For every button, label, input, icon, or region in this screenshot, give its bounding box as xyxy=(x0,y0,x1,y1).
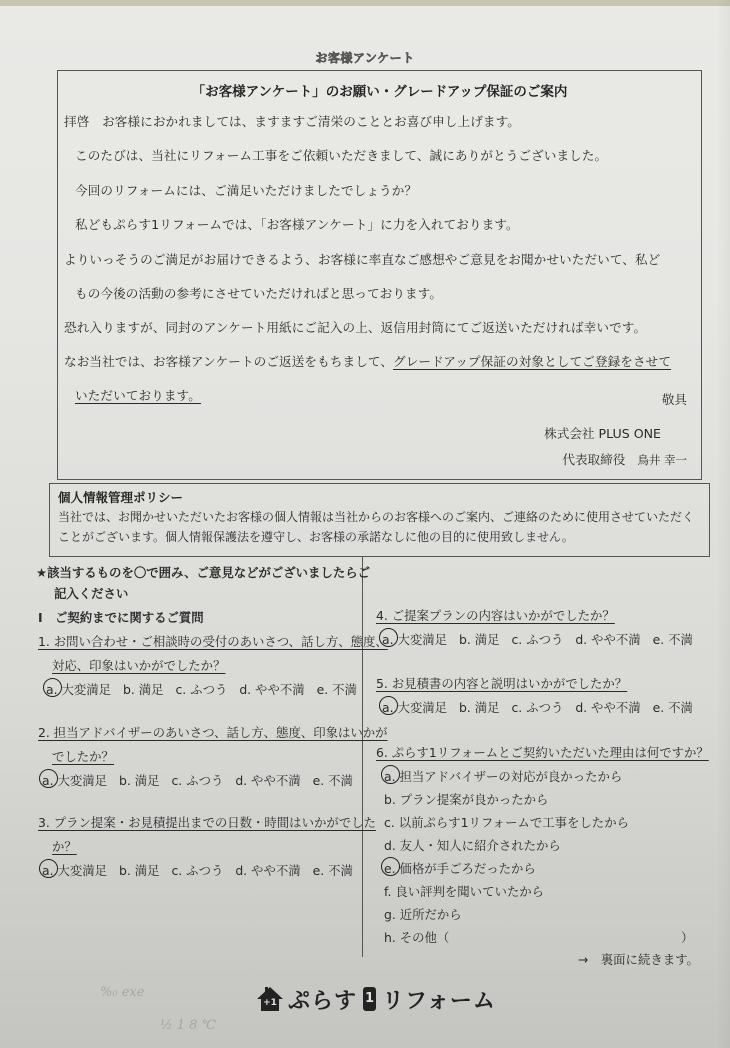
handwriting-bleed-1: %₀ exe xyxy=(100,985,145,1000)
question-3-options xyxy=(42,861,361,879)
q4-option-e[interactable]: e. 不満 xyxy=(652,632,693,647)
company-name: 株式会社 PLUS ONE xyxy=(544,426,661,441)
logo-brand-text: ぷらす xyxy=(288,988,358,1014)
q4-option-b[interactable]: b. 満足 xyxy=(459,632,500,647)
q3-option-d[interactable]: d. やや不満 xyxy=(235,863,301,878)
document-header-title: お客様アンケート xyxy=(315,51,415,65)
q3-option-e[interactable]: e. 不満 xyxy=(312,863,353,878)
q6-option-e-label: e. 価格が手ごろだったから xyxy=(384,861,536,876)
q2-option-b[interactable]: b. 満足 xyxy=(119,773,160,788)
q1-option-d[interactable]: d. やや不満 xyxy=(239,682,305,697)
continue-note: → 裏面に続きます。 xyxy=(578,952,699,967)
q5-option-e[interactable]: e. 不満 xyxy=(652,700,693,715)
q2-option-a-selected[interactable]: a. 大変満足 xyxy=(42,773,108,788)
q6-option-d[interactable]: d. 友人・知人に紹介されたから xyxy=(384,838,561,853)
q6-option-e[interactable] xyxy=(384,859,536,877)
question-4-title: 4. ご提案プランの内容はいかがでしたか？ xyxy=(376,608,615,623)
representative-title: 代表取締役 xyxy=(562,452,626,467)
q6-option-a-label: a. 担当アドバイザーの対応が良かったから xyxy=(384,769,623,784)
q1-option-a-selected[interactable]: a. 大変満足 xyxy=(46,682,112,697)
logo-reform-text: リフォーム xyxy=(382,988,496,1014)
company-logo xyxy=(256,984,496,1014)
svg-text:+1: +1 xyxy=(263,998,277,1008)
instructions-line-2: 記入ください xyxy=(54,586,129,601)
guarantee-underlined-1: グレードアップ保証の対象としてご登録をさせて xyxy=(393,354,672,369)
q6-option-c[interactable]: c. 以前ぷらす1リフォームで工事をしたから xyxy=(384,815,629,830)
q2-option-e[interactable]: e. 不満 xyxy=(312,773,353,788)
guarantee-underlined-2: いただいております。 xyxy=(75,388,201,403)
q2-option-d[interactable]: d. やや不満 xyxy=(235,773,301,788)
q5-option-b[interactable]: b. 満足 xyxy=(459,700,500,715)
representative-name: 鳥井 幸一 xyxy=(637,453,687,467)
house-logo-icon xyxy=(256,985,284,1013)
instructions-line-1: ★該当するものを〇で囲み、ご意見などがございましたらご xyxy=(36,565,371,580)
guarantee-text: なお当社では、お客様アンケートのご返送をもちまして、 xyxy=(64,354,394,369)
privacy-policy-title: 個人情報管理ポリシー xyxy=(58,490,184,505)
question-1-title-1: 1. お問い合わせ・ご相談時の受付のあいさつ、話し方、態度、 xyxy=(38,634,388,649)
q6-option-b[interactable]: b. プラン提案が良かったから xyxy=(384,792,549,807)
letter-line-greeting: 拝啓 お客様におかれましては、ますますご清栄のこととお喜び申し上げます。 xyxy=(64,114,520,129)
column-divider xyxy=(362,557,363,957)
q4-option-c[interactable]: c. ふつう xyxy=(511,632,564,647)
question-3-title-2: か？ xyxy=(52,839,77,854)
letter-box xyxy=(57,70,702,480)
question-2-options xyxy=(42,771,361,789)
question-1-title-2: 対応、印象はいかがでしたか？ xyxy=(52,658,226,673)
letter-line-request: よりいっそうのご満足がお届けできるよう、お客様に率直なご感想やご意見をお聞かせいただいて、私ど xyxy=(64,252,661,267)
q3-option-b[interactable]: b. 満足 xyxy=(119,863,160,878)
letter-line-satisfaction: 今回のリフォームには、ご満足いただけましたでしょうか？ xyxy=(75,183,418,198)
q1-option-e[interactable]: e. 不満 xyxy=(316,682,357,697)
handwriting-bleed-2: ½ 1 8 ℃ xyxy=(160,1018,217,1033)
letter-line-reference: もの今後の活動の参考にさせていただければと思っております。 xyxy=(75,286,443,301)
privacy-policy-line-1: 当社では、お聞かせいただいたお客様の個人情報は当社からのお客様へのご案内、ご連絡のために使用させていただく xyxy=(58,510,695,524)
question-5-title: 5. お見積書の内容と説明はいかがでしたか？ xyxy=(376,676,628,691)
letter-line-survey-focus: 私どもぷらす1リフォームでは、「お客様アンケート」に力を入れております。 xyxy=(75,217,519,232)
letter-line-return: 恐れ入りますが、同封のアンケート用紙にご記入の上、返信用封筒にてご返送いただければ幸いです。 xyxy=(64,320,647,335)
logo-one-badge: 1 xyxy=(363,987,376,1011)
q5-option-c[interactable]: c. ふつう xyxy=(511,700,564,715)
q4-option-d[interactable]: d. やや不満 xyxy=(575,632,641,647)
privacy-policy-line-2: ことがございます。個人情報保護法を遵守し、お客様の承諾なしに他の目的に使用致しません。 xyxy=(58,530,574,544)
q6-option-h-close: ） xyxy=(681,930,694,945)
q5-option-a-selected[interactable]: a. 大変満足 xyxy=(382,700,448,715)
question-6-title: 6. ぷらす1リフォームとご契約いただいた理由は何ですか？ xyxy=(376,745,709,760)
letter-heading: 「お客様アンケート」のお願い・グレードアップ保証のご案内 xyxy=(191,84,568,100)
section-title: Ⅰ ご契約までに関するご質問 xyxy=(38,610,204,625)
question-2-title-1: 2. 担当アドバイザーのあいさつ、話し方、態度、印象はいかが xyxy=(38,725,388,740)
question-4-options xyxy=(382,630,701,648)
q6-option-f[interactable]: f. 良い評判を聞いていたから xyxy=(384,884,545,899)
q2-option-c[interactable]: c. ふつう xyxy=(171,773,224,788)
q1-option-b[interactable]: b. 満足 xyxy=(123,682,164,697)
q6-option-h[interactable]: h. その他（ xyxy=(384,930,450,945)
q1-option-c[interactable]: c. ふつう xyxy=(175,682,228,697)
letter-line-guarantee xyxy=(64,351,671,370)
q3-option-a-selected[interactable]: a. 大変満足 xyxy=(42,863,108,878)
question-2-title-2: でしたか？ xyxy=(52,749,114,764)
letter-closing: 敬具 xyxy=(661,392,687,407)
privacy-policy-box xyxy=(49,483,710,557)
representative xyxy=(562,449,687,468)
q4-option-a-selected[interactable]: a. 大変満足 xyxy=(382,632,448,647)
q3-option-c[interactable]: c. ふつう xyxy=(171,863,224,878)
question-5-options xyxy=(382,698,701,716)
page-edge-shadow xyxy=(716,0,730,1048)
q6-option-a[interactable] xyxy=(384,767,622,785)
letter-line-thanks: このたびは、当社にリフォーム工事をご依頼いただきまして、誠にありがとうございました。 xyxy=(75,148,608,163)
question-1-options xyxy=(46,680,365,698)
q6-option-g[interactable]: g. 近所だから xyxy=(384,907,462,922)
question-3-title-1: 3. プラン提案・お見積提出までの日数・時間はいかがでした xyxy=(38,815,376,830)
q5-option-d[interactable]: d. やや不満 xyxy=(575,700,641,715)
